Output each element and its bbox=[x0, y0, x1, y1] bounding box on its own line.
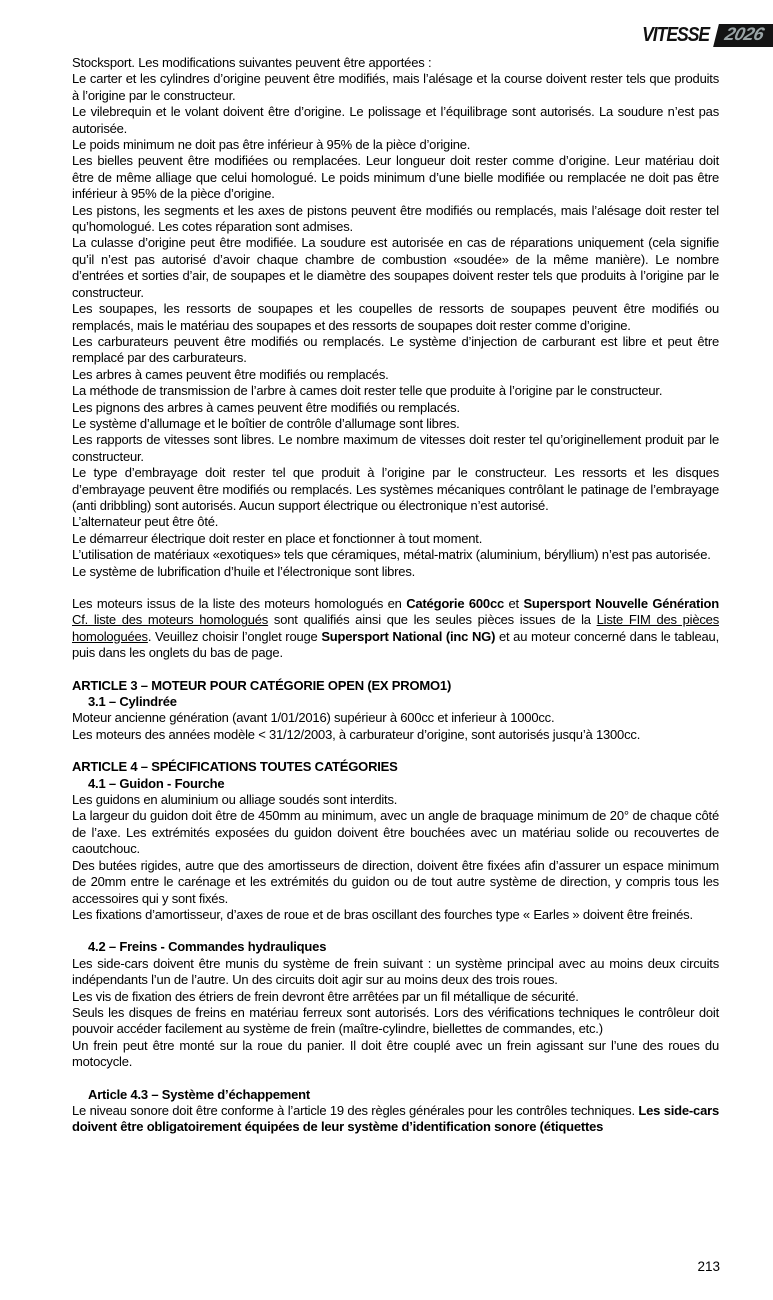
logo-brand-text: VITESSE bbox=[642, 23, 709, 46]
section-heading bbox=[72, 678, 719, 694]
text-run: Article 4.3 – Système d’échappement bbox=[88, 1086, 311, 1102]
text-run: Supersport Nouvelle Génération bbox=[523, 596, 719, 611]
text-run: Le carter et les cylindres d’origine peuvent être modifiés, mais l’alésage et la course doivent rester tels que produits à l’origine par le constructeur. bbox=[72, 71, 719, 103]
text-run: Les guidons en aluminium ou alliage soudés sont interdits. bbox=[72, 792, 398, 808]
text-run: Les side-cars doivent être munis du système de frein suivant : un système principal avec au moins deux circuits indépendants l’un de l’autre. Un des circuits doit agir sur au moins deux des trois roues. bbox=[72, 955, 719, 988]
text-run: 3.1 – Cylindrée bbox=[88, 694, 177, 710]
paragraph bbox=[72, 956, 719, 989]
text-run: et bbox=[504, 596, 524, 611]
text-run: Les pistons, les segments et les axes de pistons peuvent être modifiés ou remplacés, mais l’alésage doit rester tel qu’homologué. Les cotes réparation sont admises. bbox=[72, 202, 719, 235]
text-run: Le démarreur électrique doit rester en place et fonctionner à tout moment. bbox=[72, 530, 483, 546]
logo-year-badge bbox=[713, 24, 773, 47]
paragraph bbox=[72, 547, 719, 563]
text-run: sont qualifiés ainsi que les seules pièces issues de la bbox=[268, 612, 597, 628]
paragraph bbox=[72, 808, 719, 857]
paragraph bbox=[72, 596, 719, 662]
text-run: Stocksport. Les modifications suivantes peuvent être apportées : bbox=[72, 55, 432, 70]
text-run: Les rapports de vitesses sont libres. Le nombre maximum de vitesses doit rester tel qu’originellement produit par le constructeur. bbox=[72, 432, 719, 464]
paragraph bbox=[72, 432, 719, 465]
paragraph bbox=[72, 907, 719, 923]
text-run: Supersport National (inc NG) bbox=[321, 628, 496, 644]
paragraph bbox=[72, 334, 719, 367]
paragraph bbox=[72, 55, 719, 71]
text-run: Le système d’allumage et le boîtier de contrôle d’allumage sont libres. bbox=[72, 415, 460, 431]
text-run: La méthode de transmission de l’arbre à cames doit rester telle que produite à l’origine par le constructeur. bbox=[72, 383, 663, 399]
text-run: L’utilisation de matériaux «exotiques» tels que céramiques, métal-matrix (aluminium, béryllium) n’est pas autorisée. bbox=[72, 547, 711, 563]
paragraph bbox=[72, 383, 719, 399]
text-run: Le poids minimum ne doit pas être inférieur à 95% de la pièce d’origine. bbox=[72, 137, 471, 153]
paragraph bbox=[72, 104, 719, 137]
text-run: Des butées rigides, autre que des amortisseurs de direction, doivent être fixées afin d’assurer un espace minimum de 20mm entre le carénage et les extrémités du guidon ou de tout autre système de direction, y compris tous les accessoires qui y sont fixés. bbox=[72, 857, 719, 906]
text-run: et au moteur concerné dans le tableau, puis dans les onglets du bas de page. bbox=[72, 628, 719, 661]
reference-link[interactable]: Liste FIM des pièces homologuées bbox=[72, 612, 719, 644]
paragraph bbox=[72, 71, 719, 104]
paragraph bbox=[72, 465, 719, 514]
text-run: La culasse d’origine peut être modifiée. La soudure est autorisée en cas de réparations uniquement (cela signifie qu’il n’est pas autorisé d’avoir chaque chambre de combustion «soudée» de la même manière). Le nombre d’entrées et sorties d’air, de soupapes et le diamètre des soupapes doivent rester tels que produits à l’origine par le constructeur. bbox=[72, 235, 719, 300]
paragraph-spacer bbox=[72, 580, 719, 596]
text-run: Les soupapes, les ressorts de soupapes et les coupelles de ressorts de soupapes peuvent être modifiés ou remplacés, mais le matériau des soupapes et des ressorts de soupapes doit rester comme d’origine. bbox=[72, 301, 719, 333]
paragraph bbox=[72, 564, 719, 580]
paragraph bbox=[72, 301, 719, 334]
text-run: Le niveau sonore doit être conforme à l’article 19 des règles générales pour les contrôles techniques. bbox=[72, 1102, 639, 1118]
logo-year-text: 2026 bbox=[722, 23, 766, 44]
paragraph bbox=[72, 367, 719, 383]
text-run: Les side-cars doivent être obligatoirement équipées de leur système d’identification sonore (étiquettes bbox=[72, 1102, 719, 1135]
paragraph-spacer bbox=[72, 1071, 719, 1087]
paragraph bbox=[72, 1103, 719, 1136]
paragraph bbox=[72, 858, 719, 907]
paragraph-spacer bbox=[72, 662, 719, 678]
section-heading bbox=[72, 759, 719, 775]
text-run: Les moteurs des années modèle < 31/12/2003, à carburateur d’origine, sont autorisés jusqu’à 1300cc. bbox=[72, 726, 641, 742]
paragraph bbox=[72, 416, 719, 432]
paragraph bbox=[72, 203, 719, 236]
text-run: Catégorie 600cc bbox=[406, 596, 505, 611]
paragraph bbox=[72, 989, 719, 1005]
paragraph bbox=[72, 727, 719, 743]
text-run: Les vis de fixation des étriers de frein devront être arrêtées par un fil métallique de sécurité. bbox=[72, 988, 579, 1004]
paragraph-spacer bbox=[72, 743, 719, 759]
paragraph-spacer bbox=[72, 923, 719, 939]
text-run: Les pignons des arbres à cames peuvent être modifiés ou remplacés. bbox=[72, 399, 460, 415]
subsection-heading bbox=[72, 939, 719, 955]
text-run: Un frein peut être monté sur la roue du panier. Il doit être couplé avec un frein agissant sur l’une des roues du motocycle. bbox=[72, 1037, 719, 1070]
paragraph bbox=[72, 137, 719, 153]
text-run: 4.1 – Guidon - Fourche bbox=[88, 775, 225, 791]
document-body bbox=[72, 55, 719, 1136]
text-run: Les arbres à cames peuvent être modifiés ou remplacés. bbox=[72, 366, 389, 382]
text-run: L’alternateur peut être ôté. bbox=[72, 514, 219, 530]
paragraph bbox=[72, 400, 719, 416]
text-run: ARTICLE 4 – SPÉCIFICATIONS TOUTES CATÉGORIES bbox=[72, 759, 398, 775]
text-run: Seuls les disques de freins en matériau ferreux sont autorisés. Lors des vérifications techniques le contrôleur doit pouvoir accéder facilement au système de frein (maître-cylindre, biellettes de commandes, etc.) bbox=[72, 1004, 719, 1037]
paragraph bbox=[72, 792, 719, 808]
text-run: Le type d’embrayage doit rester tel que produit à l’origine par le constructeur. Les ressorts et les disques d’embrayage peuvent être modifiés ou remplacés. Les systèmes mécaniques contrôlant le patinage de l’embrayage (anti dribbling) sont autorisés. Aucun support électrique ou électronique n’est autorisé. bbox=[72, 465, 719, 513]
paragraph bbox=[72, 710, 719, 726]
subsection-heading bbox=[72, 776, 719, 792]
text-run: Les carburateurs peuvent être modifiés ou remplacés. Le système d’injection de carburant est libre et peut être remplacé par des carburateurs. bbox=[72, 333, 719, 366]
text-run: Le système de lubrification d’huile et l’électronique sont libres. bbox=[72, 563, 416, 579]
text-run: Les bielles peuvent être modifiées ou remplacées. Leur longueur doit rester comme d’origine. Leur matériau doit être de même alliage que celui homologué. Le poids minimum d’une bielle modifiée ou remplacée ne doit pas être inférieur à 95% de la pièce d’origine. bbox=[72, 153, 719, 202]
subsection-heading bbox=[72, 694, 719, 710]
paragraph bbox=[72, 1005, 719, 1038]
text-run: Les moteurs issus de la liste des moteurs homologués en bbox=[72, 596, 407, 611]
vitesse-2026-logo bbox=[633, 24, 773, 46]
paragraph bbox=[72, 1038, 719, 1071]
text-run: Le vilebrequin et le volant doivent être d’origine. Le polissage et l’équilibrage sont autorisés. La soudure n’est pas autorisée. bbox=[72, 104, 719, 136]
subsection-heading bbox=[72, 1087, 719, 1103]
text-run: Les fixations d’amortisseur, d’axes de roue et de bras oscillant des fourches type « Earles » doivent être freinés. bbox=[72, 906, 693, 922]
page-number: 213 bbox=[697, 1259, 720, 1274]
reference-link[interactable]: Cf. liste des moteurs homologués bbox=[72, 612, 269, 628]
text-run: . Veuillez choisir l’onglet rouge bbox=[147, 628, 322, 644]
paragraph bbox=[72, 514, 719, 530]
paragraph bbox=[72, 531, 719, 547]
text-run: Moteur ancienne génération (avant 1/01/2016) supérieur à 600cc et inferieur à 1000cc. bbox=[72, 710, 555, 726]
paragraph bbox=[72, 235, 719, 301]
paragraph bbox=[72, 153, 719, 202]
text-run: 4.2 – Freins - Commandes hydrauliques bbox=[88, 939, 327, 955]
text-run: ARTICLE 3 – MOTEUR POUR CATÉGORIE OPEN (EX PROMO1) bbox=[72, 677, 452, 693]
text-run: La largeur du guidon doit être de 450mm au minimum, avec un angle de braquage minimum de 20° de chaque côté de l’axe. Les extrémités exposées du guidon doivent être bouchées avec un matériau solide ou recouvertes de caoutchouc. bbox=[72, 808, 719, 857]
